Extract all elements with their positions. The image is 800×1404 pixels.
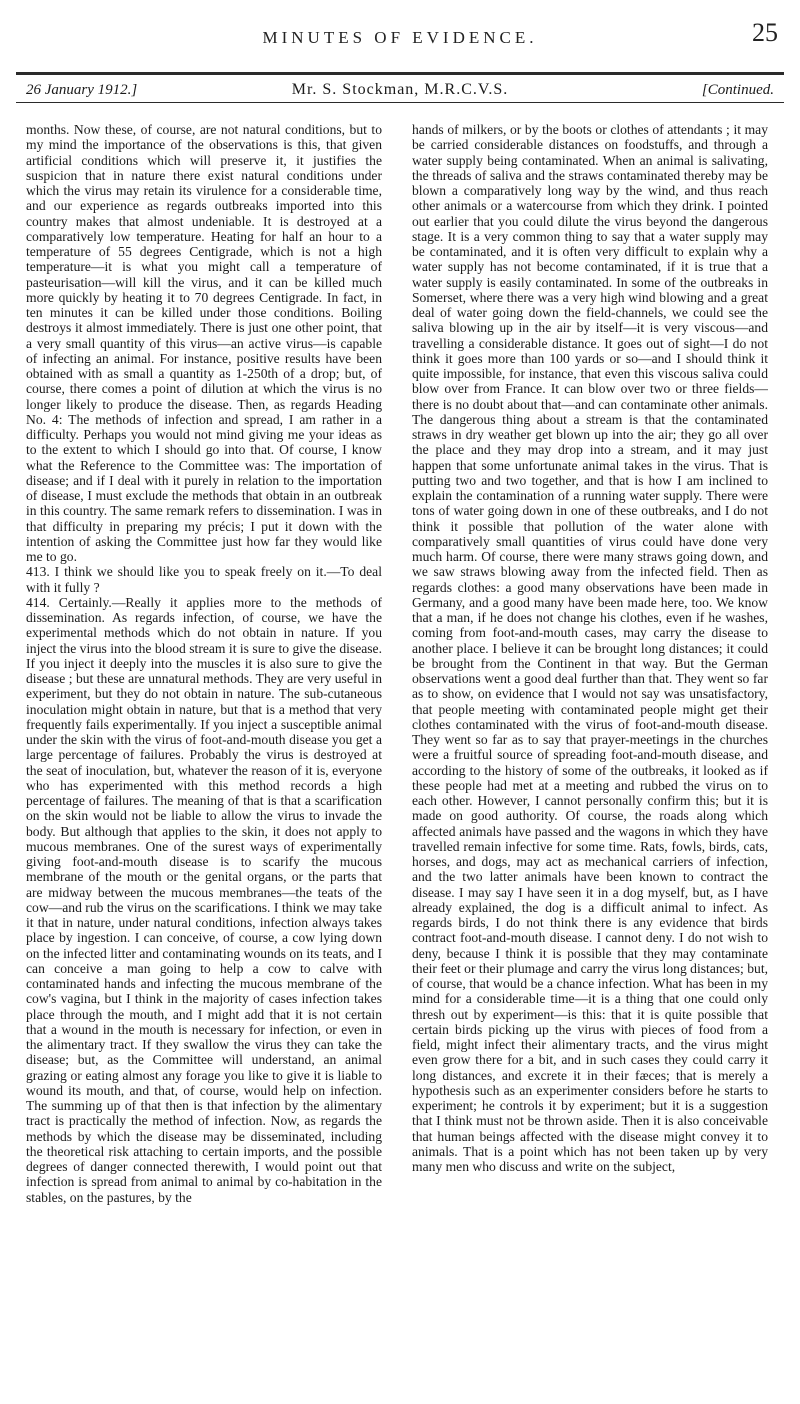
right-column	[412, 122, 768, 1392]
running-head	[0, 16, 800, 56]
right-paragraph-1: hands of milkers, or by the boots or clothes of attendants ; it may be carried considerable distances on foodstuffs, and through a water supply being contaminated. When an animal is salivating, the threads of saliva and the straws contaminated thereby may be blown a comparatively long way by the wind, and thus reach other animals or a watercourse from which they drink. I pointed out earlier that you could dilute the virus beyond the dangerous stage. It is a very common thing to say that a water supply may be contaminated, and it is often very difficult to explain why a water supply has not become contaminated, if it is true that a water supply is easily contaminated. In some of the outbreaks in Somerset, where there was a very high wind blowing and a great deal of water going down the field-channels, we could see the saliva blowing up in the air by itself—it is very viscous—and travelling a considerable distance. It goes out of sight—I do not think it goes more than 100 yards or so—and I should think it quite impossible, for instance, that even this viscous saliva could blow over from France. It can blow over two or three fields—there is no doubt about that—and can contaminate other animals. The dangerous thing about a stream is that the contaminated straws in dry weather get blown up into the air; they go all over the place and they may drop into a stream, and it may just happen that some unfortunate animal takes in the virus. That is putting two and two together, and that is how I am inclined to explain the contamination of a running water supply. There were tons of water going down in one of these outbreaks, and I do not think it possible that pollution of the water alone with comparatively small quantities of virus could have done very much harm. Of course, there were many straws going down, and we saw straws blowing away from the infected field. Then as regards clothes: a good many observations have been made in Germany, and a good many have been made here, too. We know that a man, if he does not change his clothes, even if he washes, coming from foot-and-mouth cases, may carry the disease to another place. I believe it can be brought long distances; it could be brought from the Continent in that way. But the German observations went a good deal further than that. They went so far as to show, on evidence that I would not say was unsatisfactory, that people meeting with contaminated people might get their clothes contaminated with the virus of foot-and-mouth disease. They went so far as to say that prayer-meetings in the churches were a fruitful source of spreading foot-and-mouth disease, and according to the history of some of the outbreaks, it looked as if these people had met at a meeting and rubbed the virus on to each other. However, I cannot personally confirm this; but it is made on good authority. Of course, the roads along which affected animals have passed and the wagons in which they have travelled remain infective for some time. Rats, fowls, birds, cats, horses, and dogs, may act as mechanical carriers of infection, and the two latter animals have been known to contract the disease. I may say I have seen it in a dog myself, but, as I have already explained, the dog is a difficult animal to infect. As regards birds, I do not think there is any evidence that birds contract foot-and-mouth disease. I cannot deny. I do not wish to deny, because I think it is possible that they may contaminate their feet or their plumage and carry the virus long distances; but, of course, that would be a chance infection. What has been in my mind for a considerable time—it is a thing that one could only thresh out by experiment—is this: that it is quite possible that certain birds picking up the virus with pieces of food from a field, might infect their alimentary tracts, and the virus might even grow there for a bit, and in such cases they could carry it long distances, and excrete it in their fæces; that is merely a hypothesis such as an experimenter considers before he starts to experiment; he controls it by experiment; but it is a suggestion that I think must not be thrown aside. Then it is also conceivable that human beings affected with the disease might convey it to animals. That is a point which has not been taken up by very many men who discuss and write on the subject,	[412, 122, 768, 1174]
header-rule-top	[16, 72, 784, 75]
left-paragraph-answer-414: 414. Certainly.—Really it applies more to the methods of dissemination. As regards infection, of course, we have the experimental methods which do not obtain in nature. If you inject the virus into the blood stream it is sure to give the disease. If you inject it deeply into the muscles it is also sure to give the disease ; but these are unnatural methods. They are very useful in experiment, but they do not obtain in nature. The sub-cutaneous inoculation might obtain in nature, but that is a method that very frequently fails experimentally. If you inject a susceptible animal under the skin with the virus of foot-and-mouth disease you get a large percentage of failures. Probably the virus is destroyed at the seat of inoculation, but, whatever the reason of it is, everyone who has experimented with this method records a high percentage of failures. The meaning of that is that a scarification on the skin would not be liable to allow the virus to invade the body. But although that applies to the skin, it does not apply to mucous membranes. One of the surest ways of experimentally giving foot-and-mouth disease is to scarify the mucous membrane of the mouth or the genital organs, or the parts that are midway between the mucous membranes—the teats of the cow—and rub the virus on the scarifications. I think we may take it that in nature, under natural conditions, infection always takes place by ingestion. I can conceive, of course, a cow lying down on the infected litter and contaminating wounds on its teats, and I can conceive a man going to help a cow to calve with contaminated hands and infecting the mucous membrane of the cow's vagina, but I think in the majority of cases infection takes place through the mouth, and I might add that it is not certain that a wound in the mouth is necessary for infection, or even in the alimentary tract. If they swallow the virus they can take the disease; but, as the Committee will understand, an animal grazing or eating almost any forage you like to give it is liable to wound its mouth, and that, of course, would help on infection. The summing up of that then is that infection by the alimentary tract is practically the method of infection. Now, as regards the methods by which the disease may be disseminated, including the theoretical risk attaching to certain imports, and the possible degrees of danger connected therewith, I would point out that infection is spread from animal to animal by co-habitation in the stables, on the pastures, by the	[26, 594, 382, 1205]
witness-name: Mr. S. Stockman, M.R.C.V.S.	[291, 81, 509, 98]
left-paragraph-1: months. Now these, of course, are not natural conditions, but to my mind the importance of the observations is this, that given artificial conditions which will preserve it, it justifies the suspicion that in nature there exist natural conditions under which the virus may retain its virulence for a considerable time, and our experience as regards outbreaks imported into this country makes that almost undeniable. It is destroyed at a comparatively low temperature. Heating for half an hour to a temperature of 55 degrees Centigrade, which is not a high temperature—it is what you might call a temperature of pasteurisation—will kill the virus, and it can be killed much more quickly by heating it to 70 degrees Centigrade. In fact, in ten minutes it can be killed under those conditions. Boiling destroys it almost immediately. There is just one other point, that a very small quantity of this virus—an active virus—is capable of infecting an animal. For instance, positive results have been obtained with as small a quantity as 1-250th of a drop; but, of course, there comes a point of dilution at which the virus is no longer likely to produce the disease. Then, as regards Heading No. 4: The methods of infection and spread, I am rather in a difficulty. Perhaps you would not mind giving me your ideas as to the extent to which I should go into that. Of course, I know what the Reference to the Committee was: The importation of disease; and if I deal with it purely in relation to the importation of disease, I must exclude the methods that obtain in an outbreak in this country. The same remark refers to dissemination. I was in that difficulty in preparing my précis; I put it down with the intention of asking the Committee just how far they would like me to go.	[26, 122, 382, 564]
left-column	[26, 122, 382, 1392]
continued-label: [Continued.	[701, 82, 774, 98]
running-title: MINUTES OF EVIDENCE.	[262, 28, 538, 47]
session-date: 26 January 1912.]	[26, 82, 138, 98]
page-number: 25	[752, 18, 778, 47]
witness-header	[16, 72, 784, 102]
header-rule-bottom	[16, 102, 784, 103]
left-paragraph-question-413: 413. I think we should like you to speak freely on it.—To deal with it fully ?	[26, 564, 382, 595]
